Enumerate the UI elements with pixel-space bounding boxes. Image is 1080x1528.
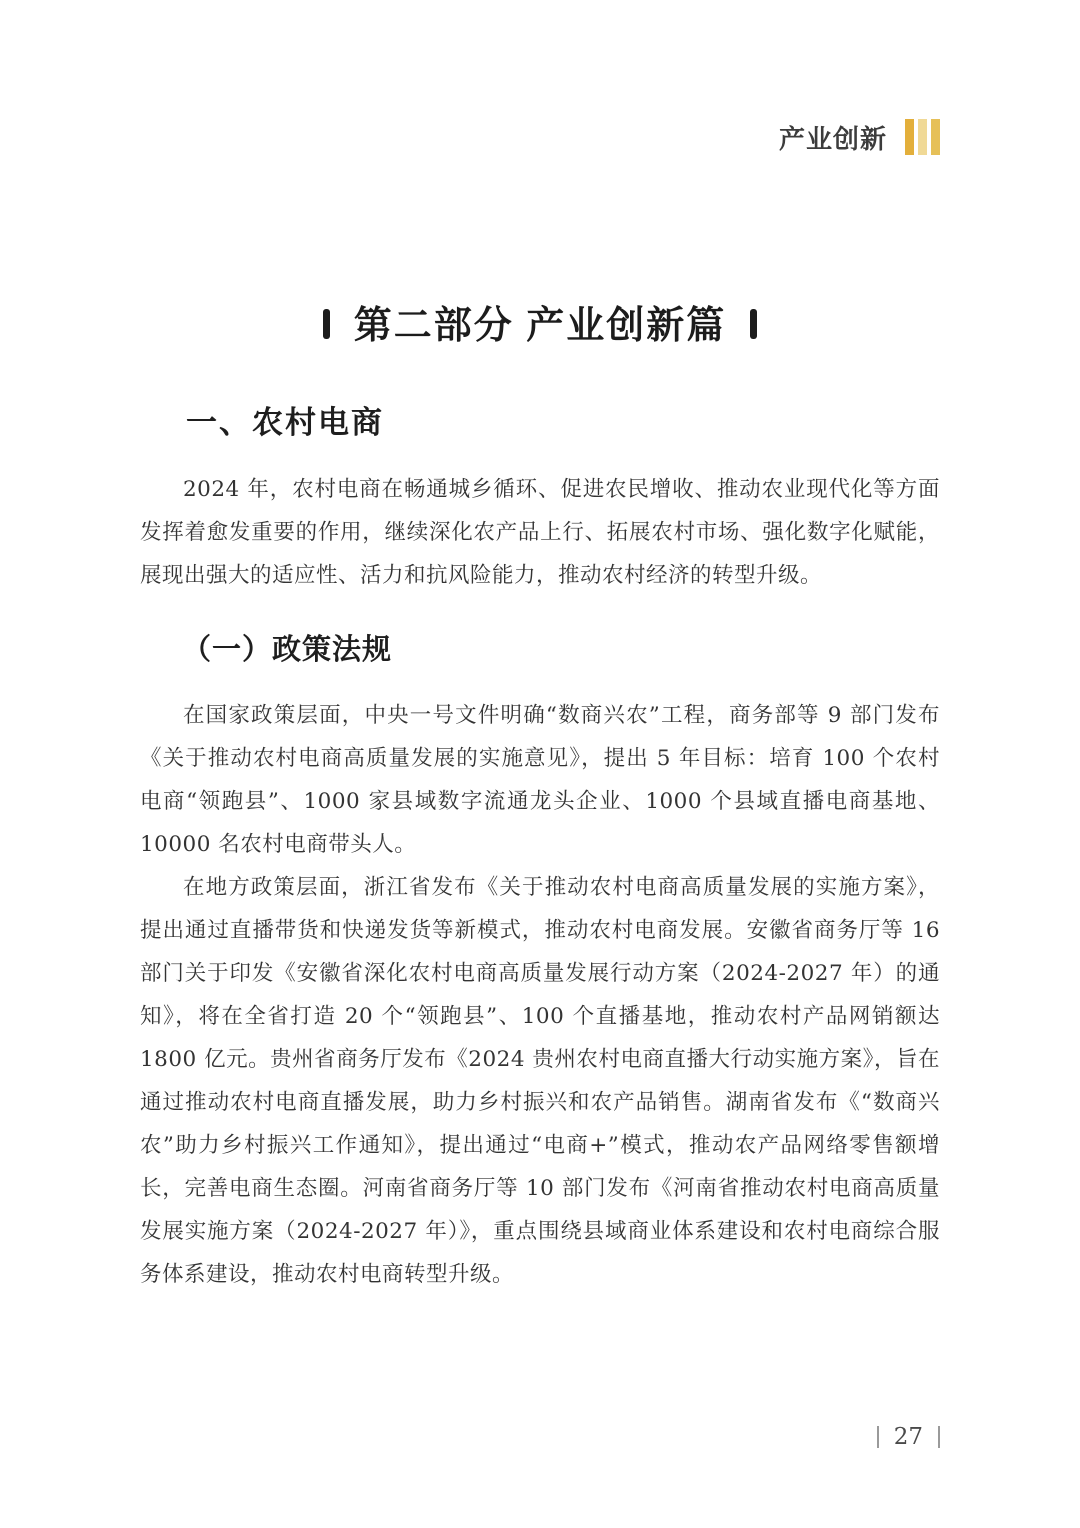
part-title	[140, 294, 940, 349]
local-policy-paragraph: 在地方政策层面，浙江省发布《关于推动农村电商高质量发展的实施方案》，提出通过直播带货和快递发货等新模式，推动农村电商发展。安徽省商务厅等 16 部门关于印发《安徽省深化农村电商高质量发展行动方案（2024-2027 年）的通知》，将在全省打造 20 个“领跑县”、100 个直播基地，推动农村产品网销额达 1800 亿元。贵州省商务厅发布《2024 贵州农村电商直播大行动实施方案》，旨在通过推动农村电商直播发展，助力乡村振兴和农产品销售。湖南省发布《“数商兴农”助力乡村振兴工作通知》，提出通过“电商+”模式，推动农产品网络零售额增长，完善电商生态圈。河南省商务厅等 10 部门发布《河南省推动农村电商高质量发展实施方案（2024-2027 年）》，重点围绕县域商业体系建设和农村电商综合服务体系建设，推动农村电商转型升级。	[140, 875, 940, 1287]
footer-right-divider-icon	[938, 1426, 940, 1448]
page-number: 27	[893, 1424, 923, 1450]
header-bar-icon	[918, 119, 927, 155]
section-heading-rural-ecommerce: 一、农村电商	[186, 405, 384, 440]
header-bar-icon	[905, 119, 914, 155]
page-header	[140, 118, 940, 156]
header-bar-icon	[931, 119, 940, 155]
page-footer	[877, 1424, 940, 1450]
footer-left-divider-icon	[877, 1426, 879, 1448]
title-left-bar-icon	[323, 309, 330, 339]
national-policy-paragraph: 在国家政策层面，中央一号文件明确“数商兴农”工程，商务部等 9 部门发布《关于推动农村电商高质量发展的实施意见》，提出 5 年目标：培育 100 个农村电商“领跑县”、1000 家县域数字流通龙头企业、1000 个县域直播电商基地、10000 名农村电商带头人。	[140, 703, 940, 857]
intro-paragraph: 2024 年，农村电商在畅通城乡循环、促进农民增收、推动农业现代化等方面发挥着愈发重要的作用，继续深化农产品上行、拓展农村市场、强化数字化赋能，展现出强大的适应性、活力和抗风险能力，推动农村经济的转型升级。	[140, 477, 940, 588]
running-head-label: 产业创新	[778, 123, 887, 154]
header-bars-icon	[905, 119, 940, 155]
part-title-text: 第二部分 产业创新篇	[353, 305, 727, 347]
title-right-bar-icon	[750, 309, 757, 339]
subsection-heading-policies: （一）政策法规	[182, 634, 393, 666]
